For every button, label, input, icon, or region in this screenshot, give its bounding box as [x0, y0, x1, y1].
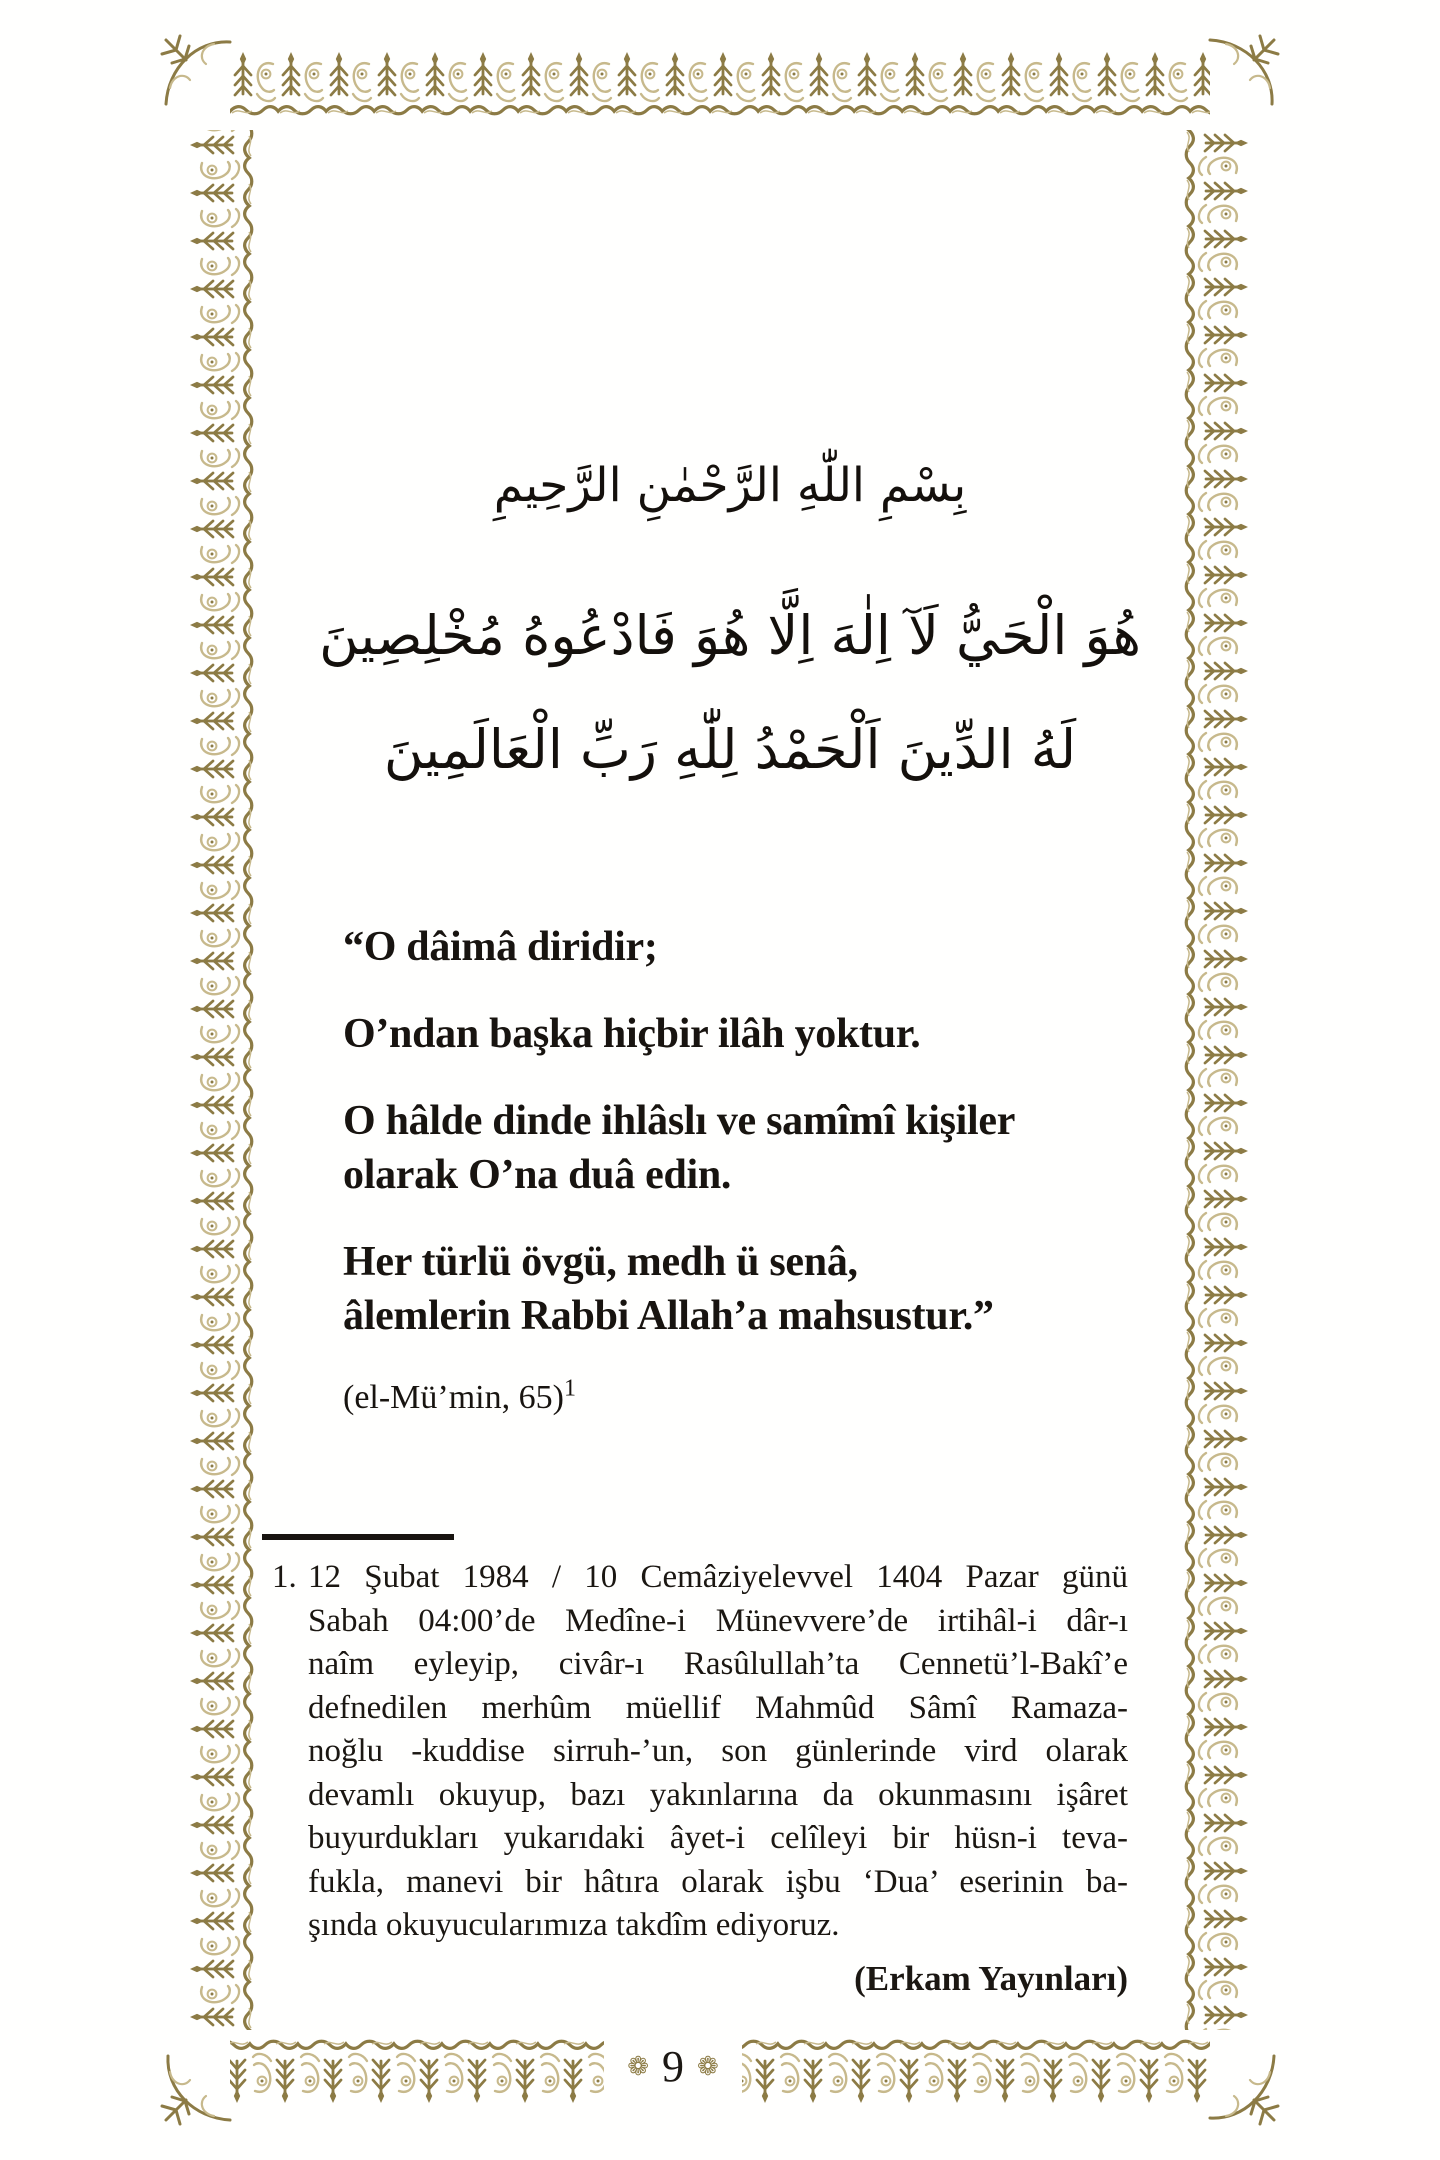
- translation-line: O hâlde dinde ihlâslı ve samîmî kişiler: [343, 1098, 1016, 1144]
- corner-flourish-icon: [152, 2048, 238, 2134]
- footnote-block: [272, 1556, 1128, 2000]
- corner-flourish-icon: [152, 26, 238, 112]
- border-right-ornament: [1178, 130, 1250, 2030]
- publisher-attribution: (Erkam Yayınları): [854, 1958, 1128, 1998]
- footnote-line: şında okuyucularımıza takdîm ediyoruz.: [308, 1907, 840, 1943]
- quran-verse-arabic-line-2: لَهُ الدِّينَ اَلْحَمْدُ لِلّٰهِ رَبِّ الْعَالَمِينَ: [383, 718, 1077, 781]
- translation-line: Her türlü övgü, medh ü senâ,: [343, 1239, 858, 1285]
- basmala-arabic-text: بِسْمِ اللّٰهِ الرَّحْمٰنِ الرَّحِيمِ: [493, 458, 967, 513]
- footnote-divider: [262, 1534, 454, 1540]
- footnote-line: 12 Şubat 1984 / 10 Cemâziyelevvel 1404 Pazar günü: [308, 1559, 1128, 1595]
- verse-reference-text: (el-Mü’min, 65): [343, 1379, 564, 1416]
- footnote-line: buyurdukları yukarıdaki âyet-i celîleyi bir hüsn-i teva-: [308, 1820, 1128, 1856]
- corner-flourish-icon: [1202, 2048, 1288, 2134]
- page-number: 9: [662, 2042, 684, 2091]
- translation-paragraph: [343, 1094, 1175, 1202]
- translation-paragraph: [343, 1007, 1175, 1061]
- translation-paragraph: [343, 1235, 1175, 1343]
- verse-reference: [343, 1376, 1175, 1420]
- footnote-line: noğlu -kuddise sirruh-’un, son günlerinde vird olarak: [308, 1733, 1128, 1769]
- border-top-ornament: [230, 50, 1210, 122]
- translation-line: “O dâimâ diridir;: [343, 924, 658, 970]
- translation-paragraph: [343, 920, 1175, 974]
- rosette-ornament-icon: ❁: [627, 2052, 649, 2081]
- quran-verse-arabic-line-1: هُوَ الْحَيُّ لَآ اِلٰهَ اِلَّا هُوَ فَادْعُوهُ مُخْلِصِينَ: [319, 604, 1141, 667]
- page-number-area: [604, 2024, 742, 2110]
- translation-line: olarak O’na duâ edin.: [343, 1152, 732, 1198]
- border-left-ornament: [188, 130, 260, 2030]
- footnote-line: naîm eyleyip, civâr-ı Rasûlullah’ta Cennetü’l-Bakî’e: [308, 1646, 1128, 1682]
- footnote-reference-mark: 1: [563, 1375, 576, 1402]
- footnote-line: devamlı okuyup, bazı yakınlarına da okunmasını işâret: [308, 1776, 1128, 1813]
- footnote-line: Sabah 04:00’de Medîne-i Münevvere’de irtihâl-i dâr-ı: [308, 1602, 1128, 1639]
- footnote-line: defnedilen merhûm müellif Mahmûd Sâmî Ramaza-: [308, 1689, 1128, 1726]
- footnote-line: fukla, manevi bir hâtıra olarak işbu ‘Dua’ eserinin ba-: [308, 1863, 1128, 1900]
- footnote-number: 1.: [272, 1559, 297, 1595]
- verse-translation-block: [343, 920, 1175, 1420]
- rosette-ornament-icon: ❁: [697, 2052, 719, 2081]
- translation-line: âlemlerin Rabbi Allah’a mahsustur.”: [343, 1293, 994, 1339]
- corner-flourish-icon: [1202, 26, 1288, 112]
- translation-line: O’ndan başka hiçbir ilâh yoktur.: [343, 1011, 921, 1057]
